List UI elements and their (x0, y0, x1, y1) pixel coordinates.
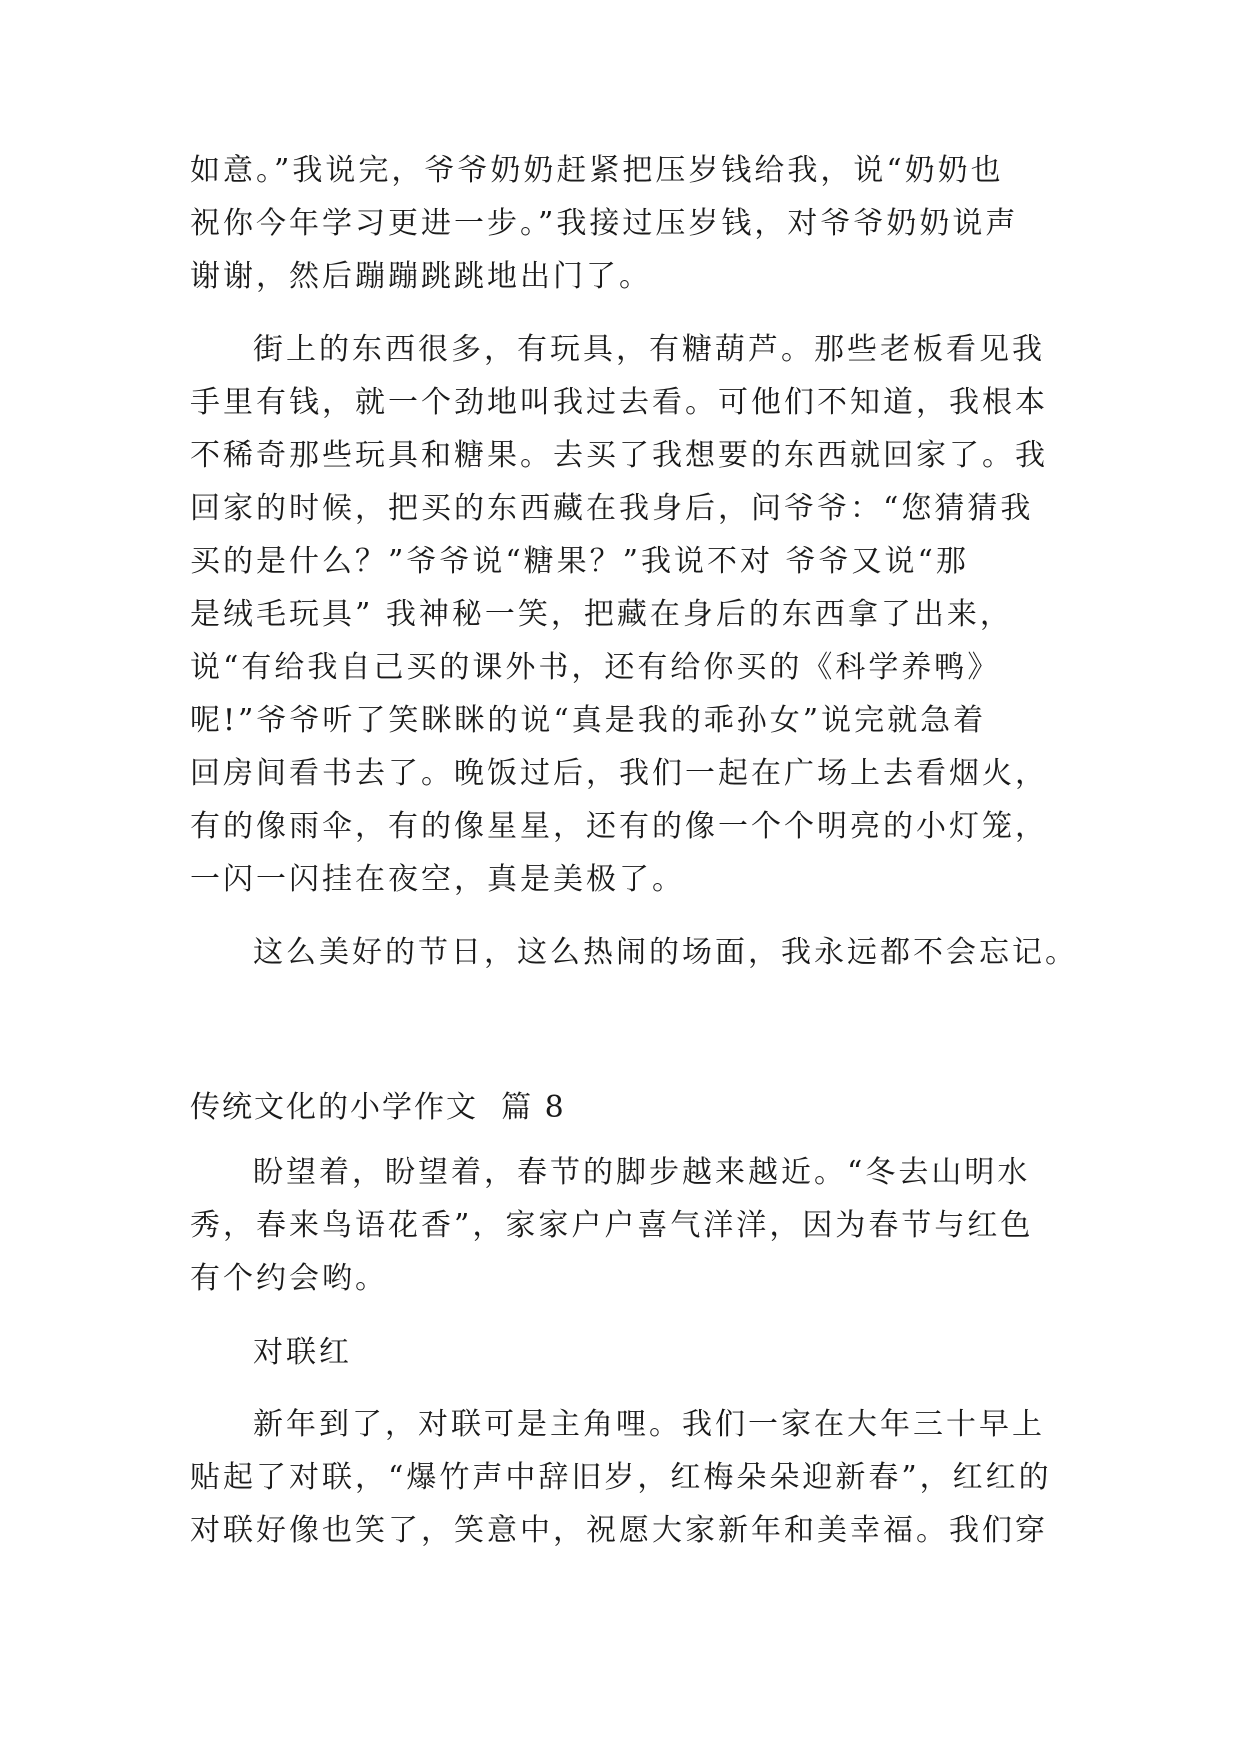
text-line: 盼望着，盼望着，春节的脚步越来越近。“冬去山明水 (253, 1155, 1031, 1190)
text-line: 如意。”我说完，爷爷奶奶赶紧把压岁钱给我，说“奶奶也 (190, 153, 1004, 188)
text-line: 不稀奇那些玩具和糖果。去买了我想要的东西就回家了。我 (190, 438, 1048, 473)
text-line: 回房间看书去了。晚饭过后，我们一起在广场上去看烟火， (190, 756, 1048, 791)
text-line: 说“有给我自己买的课外书，还有给你买的《科学养鸭》 (190, 650, 1001, 685)
text-line: 谢谢，然后蹦蹦跳跳地出门了。 (190, 259, 652, 294)
sub-heading: 对联红 (253, 1335, 352, 1370)
text-line: 是绒毛玩具” 我神秘一笑，把藏在身后的东西拿了出来， (190, 597, 1013, 632)
text-line: 一闪一闪挂在夜空，真是美极了。 (190, 862, 685, 897)
text-line: 贴起了对联，“爆竹声中辞旧岁，红梅朵朵迎新春”，红红的 (190, 1460, 1052, 1495)
text-line: 手里有钱，就一个劲地叫我过去看。可他们不知道，我根本 (190, 385, 1048, 420)
text-line: 对联好像也笑了，笑意中，祝愿大家新年和美幸福。我们穿 (190, 1513, 1048, 1548)
text-line: 祝你今年学习更进一步。”我接过压岁钱，对爷爷奶奶说声 (190, 206, 1019, 241)
text-line: 这么美好的节日，这么热闹的场面，我永远都不会忘记。 (253, 935, 1078, 970)
text-line: 新年到了，对联可是主角哩。我们一家在大年三十早上 (253, 1407, 1045, 1442)
text-line: 回家的时候，把买的东西藏在我身后，问爷爷：“您猜猜我 (190, 491, 1034, 526)
text-line: 有个约会哟。 (190, 1261, 388, 1296)
text-line: 呢!”爷爷听了笑眯眯的说“真是我的乖孙女”说完就急着 (190, 703, 987, 738)
text-line: 秀，春来鸟语花香”，家家户户喜气洋洋，因为春节与红色 (190, 1208, 1034, 1243)
text-line: 买的是什么？”爷爷说“糖果？”我说不对 爷爷又说“那 (190, 544, 969, 579)
section-heading: 传统文化的小学作文 篇 8 (190, 1090, 566, 1125)
text-line: 有的像雨伞，有的像星星，还有的像一个个明亮的小灯笼， (190, 809, 1048, 844)
text-line: 街上的东西很多，有玩具，有糖葫芦。那些老板看见我 (253, 332, 1045, 367)
